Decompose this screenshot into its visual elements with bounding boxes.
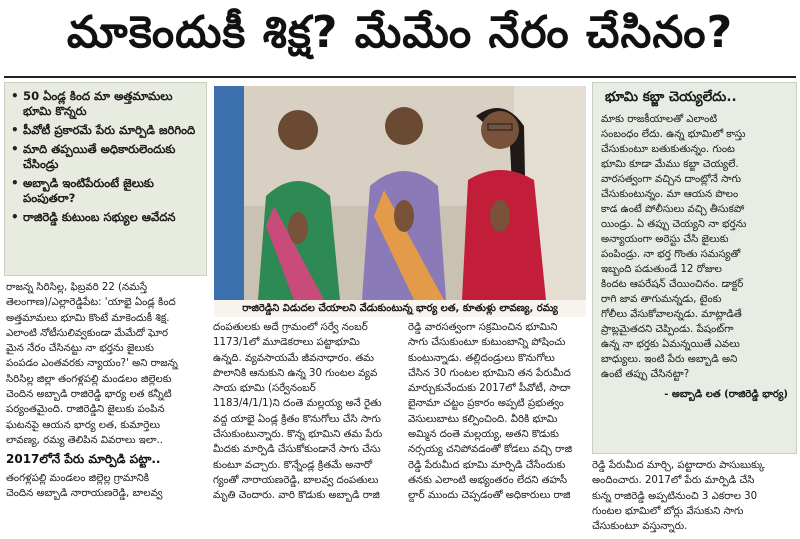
text-line: తెలంగాణ)/ఎల్లారెడ్డిపేట: 'యాభై ఏండ్ల కింద xyxy=(6,297,176,309)
text-line: చేసుకుంటూ బతుకుతున్నం. గుంట xyxy=(601,144,735,155)
text-line: సంబంధం లేదు. ఉన్న భూమిలో కాస్తు xyxy=(601,129,746,140)
text-line: సాగు చేసుకుంటూ కుటుంబాన్ని పోషించు xyxy=(408,337,566,349)
text-line: పొలానికి ఆనుకుని ఉన్న 30 గుంటల వ్యవ xyxy=(213,367,378,379)
sidebar-title: భూమి కబ్జా చెయ్యలేదు.. xyxy=(605,89,737,105)
text-line: ఘటనపై ఆయన భార్య లత, కుమార్తెలు xyxy=(6,419,161,431)
article-column-1 xyxy=(6,280,207,501)
text-line: అమ్మిన దంతె మల్లయ్య, అతని కొడుకు xyxy=(408,429,559,441)
quote-sidebar xyxy=(592,82,797,454)
text-line: 1183/4/1/1)ని దంతె మల్లయ్య అనే రైతు xyxy=(213,398,382,410)
photo-caption: రాజిరెడ్డిని విడుదల చేయాలని వేడుకుంటున్న భార్య లత, కూతుళ్లు లావణ్య, రమ్య xyxy=(214,300,586,317)
text-line: పంపిండ్రు. నా భర్త గొంతు సమస్యతో xyxy=(601,249,741,260)
text-line: సాయ భూమి (సర్వేనంబర్ xyxy=(213,383,316,395)
text-line: బైనామా చట్టం ప్రకారం అప్పటి ప్రభుత్వం xyxy=(408,398,564,410)
text-line: ఎలాంటి నోటీసులివ్వకుండా మేమేదో ఘోర xyxy=(6,327,169,339)
text-line: తనకు ఎలాంటి అభ్యంతరం లేదని తహసీ xyxy=(408,474,567,486)
text-line: చేసిన 30 గుంటల భూమిని తన పేరుమీద xyxy=(408,367,571,379)
text-line: మైన నేరం చేసినట్టు నా భర్తను జైలుకు xyxy=(6,343,154,355)
text-line: చెందిన అబ్బాడి రాజిరెడ్డి భార్య లత కన్నీటి xyxy=(6,389,172,401)
text-line: అందించారు. 2017లో పేరు మార్పిడి చేసి xyxy=(592,475,755,487)
text-line: రాగి జావ తాగుమన్నడు, టైంకు xyxy=(601,294,722,305)
bullet-icon: • xyxy=(11,89,19,103)
text-line: గోలీలు వేసుకోవాలన్నడు. మాట్లాడితే xyxy=(601,309,742,320)
sidebar-signature: - అబ్బాడి లత (రాజిరెడ్డి భార్య) xyxy=(664,389,788,400)
text-line: భూమి కూడా మేము కబ్జా చెయ్యలే. xyxy=(601,159,739,170)
text-line: ఉంటే తప్పు చేసినట్టా? xyxy=(601,369,690,380)
text-line: కిందట ఆపరేషన్ చేయించినం. డాక్టర్ xyxy=(601,279,744,290)
text-line: మాకు రాజకీయాలతో ఎలాంటి xyxy=(601,114,718,125)
text-line: ఉన్న నా భర్తకు ఏమన్నయితే ఎవలు xyxy=(601,339,740,350)
text-line: కుంటున్నాడు. తల్లిదండ్రులు కొనుగోలు xyxy=(408,352,555,364)
headline: మాకెందుకీ శిక్ష? మేమేం నేరం చేసినం? xyxy=(66,7,734,58)
text-line: కాడ ఉంటే పోలీసులు వచ్చి తీసుకపో xyxy=(601,204,745,215)
headline-rule xyxy=(4,76,796,78)
text-line: బాధ్యులు. ఇంటి పేరు అబ్బాడి అని xyxy=(601,354,738,365)
text-line: చెందిన అబ్బాడి నారాయణరెడ్డి, బాలవ్వ xyxy=(6,487,163,499)
text-line: వద్ద యాభై ఏండ్ల క్రితం కొనుగోలు చేసి సాగు xyxy=(213,413,381,425)
sidebar-body xyxy=(593,112,796,382)
bullet-icon: • xyxy=(11,142,19,156)
text-line: ప్రాబ్లమైతదని చెప్పిండు. పేషంట్‌గా xyxy=(601,324,734,335)
text-line: చేసుకుంటూ వస్తున్నారు. xyxy=(592,521,688,533)
article-subhead: 2017లోనే పేరు మార్పిడి పట్టా.. xyxy=(6,452,161,467)
text-line: అత్తమామలు భూమి కొంటే మాకెందుకీ శిక్ష. xyxy=(6,312,170,324)
bullet-icon: • xyxy=(11,176,19,190)
text-line: వెసులుబాటు కల్పించింది. వీరికి భూమి xyxy=(408,413,558,425)
text-line: లావణ్య, రమ్య తెలిపిన వివరాలు ఇలా.. xyxy=(6,434,163,446)
text-line: చేసుకుంటున్నం. మా ఆయన పొలం xyxy=(601,189,739,200)
text-line: చేసుకుంటున్నారు. కొన్న భూమిని తమ పేరు xyxy=(213,429,383,441)
text-line: కున్న రాజిరెడ్డి అప్పటినుంచి 3 ఎకరాల 30 xyxy=(592,490,758,502)
text-line: 1173/1లో మూడెకరాలు పట్టాభూమి xyxy=(213,337,360,349)
article-column-2 xyxy=(213,320,403,504)
text-line: వారసత్వంగా వచ్చిన దాంట్లోనే సాగు xyxy=(601,174,742,185)
text-line: సిరిసిల్ల జిల్లా తంగళ్లపల్లి మండలం జిల్లెలకు xyxy=(6,373,172,385)
text-line: రెడ్డి పేరుమీద భూమి మార్పిడి చేసేందుకు xyxy=(408,459,566,471)
highlights-box xyxy=(4,82,207,276)
text-line: పంపడం ఎంతవరకు న్యాయం?' అని రాజన్న xyxy=(6,358,178,370)
article-column-4 xyxy=(592,458,797,534)
text-line: యిండ్రు. ఏ తప్పు చెయ్యని నా భర్తను xyxy=(601,219,747,230)
article-column-3 xyxy=(408,320,588,504)
text-line: మృతి చెందారు. వారి కొడుకు అబ్బాడి రాజి xyxy=(213,490,380,502)
text-line: అన్యాయంగా అరెస్టు చేసి జైలుకు xyxy=(601,234,729,245)
text-line: రెడ్డి పేరుమీద మార్చి, పట్టాదారు పాసుబుక్కు xyxy=(592,460,765,471)
text-line: తంగళ్లపల్లి మండలం జిల్లెల్ల గ్రామానికి xyxy=(6,472,150,484)
highlight-item: • రాజిరెడ్డి కుటుంబ సభ్యుల ఆవేదన xyxy=(11,210,176,224)
highlight-item: • 50 ఏండ్ల కింద మా అత్తమామలు భూమి కొన్నరు xyxy=(11,89,173,118)
text-line: కుంటూ వచ్చారు. కొన్నేండ్ల క్రితమే అనారో xyxy=(213,459,373,471)
text-line: పర్యంతమైంది. రాజిరెడ్డిని జైలుకు పంపిన xyxy=(6,404,165,416)
text-line: ఉన్నది. వ్యవసాయమే జీవనాధారం. తమ xyxy=(213,352,374,364)
family-photo xyxy=(214,86,586,300)
text-line: దంపతులకు అదే గ్రామంలో సర్వే నంబర్ xyxy=(213,322,368,333)
highlight-item: • పీవోటీ ప్రకారమే పేరు మార్పిడి జరిగింది xyxy=(11,123,196,137)
text-line: ఇబ్బంది పడుతుండే 12 రోజుల xyxy=(601,264,722,275)
text-line: మార్చుకునేందుకు 2017లో పీవోటీ, సాదా xyxy=(408,383,571,395)
highlight-item: • మాది తప్పయితే అధికారులెందుకు చేసిండ్రు xyxy=(11,142,176,171)
bullet-icon: • xyxy=(11,123,19,137)
text-line: నర్సయ్య చనిపోవడంతో కోడలు వచ్చి రాజి xyxy=(408,444,573,456)
highlight-item: • అబ్బాడి ఇంటిపేరుంటే జైలుకు పంపుతరా? xyxy=(11,176,154,205)
text-line: ల్దార్ ముందు చెప్పడంతో అధికారులు రాజి xyxy=(408,490,571,502)
text-line: గ్యంతో నారాయణరెడ్డి, బాలవ్వ దంపతులు xyxy=(213,474,379,486)
text-line: మీదకు మార్పిడి చేసుకోకుండానే సాగు చేసు xyxy=(213,444,381,456)
bullet-icon: • xyxy=(11,210,19,224)
text-line: రెడ్డి వారసత్వంగా సక్రమించిన భూమిని xyxy=(408,322,558,333)
text-line: గుంటల భూమిలో బోర్లు వేసుకుని సాగు xyxy=(592,505,744,517)
text-line: రాజన్న సిరిసిల్ల, ఫిబ్రవరి 22 (నమస్తే xyxy=(6,282,148,293)
